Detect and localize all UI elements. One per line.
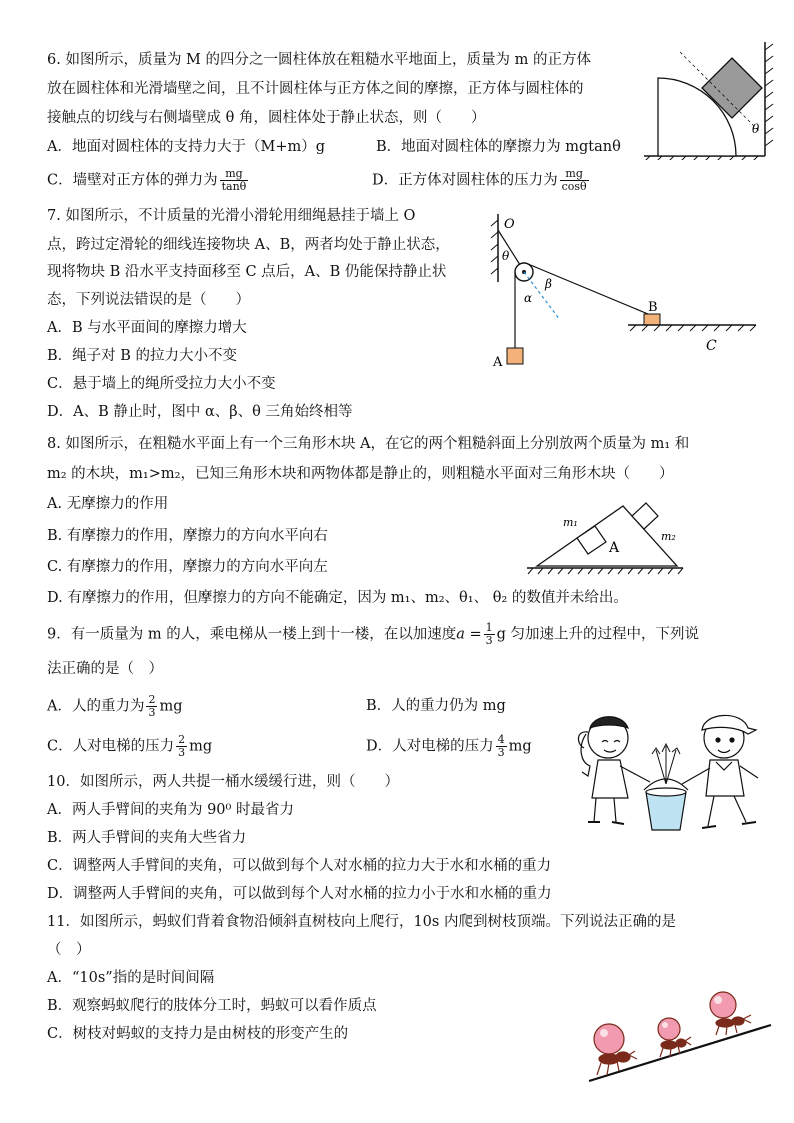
q6-option-d-text: D．正方体对圆柱体的压力为 [372,172,558,189]
q8-option-b[interactable]: B. 有摩擦力的作用，摩擦力的方向水平向右 [47,528,328,544]
q9-acceleration-symbol: a = [456,626,482,643]
q9-option-d-text: D．人对电梯的压力 [366,738,494,755]
q9-stem-text: 9．有一质量为 m 的人，乘电梯从一楼上到十一楼，在以加速度 [47,626,457,643]
q7-label-alpha: α [524,291,533,305]
q11-stem-line2: （ ） [47,942,91,958]
q8-option-c[interactable]: C. 有摩擦力的作用，摩擦力的方向水平向左 [47,559,328,575]
q9-stem-line2: 法正确的是（ ） [47,661,163,677]
q10-stem: 10．如图所示，两人共提一桶水缓缓行进，则（ ） [47,774,399,790]
q8-label-m1: m₁ [563,516,578,529]
q9-option-d-fraction: $\frac{4}{3}$ [497,733,505,759]
q9-option-a-text: A．人的重力为 [47,698,145,715]
q7-option-a[interactable]: A．B 与水平面间的摩擦力增大 [47,320,247,336]
q6-stem-line3: 接触点的切线与右侧墙壁成 θ 角，圆柱体处于静止状态，则（ ） [47,110,486,126]
q11-option-c[interactable]: C．树枝对蚂蚁的支持力是由树枝的形变产生的 [47,1026,349,1042]
q9-option-c-fraction: $\frac{2}{3}$ [178,733,186,759]
q8-option-a[interactable]: A. 无摩擦力的作用 [47,496,169,512]
q6-figure [640,40,780,160]
q8-option-d[interactable]: D. 有摩擦力的作用，但摩擦力的方向不能确定，因为 m₁、m₂、θ₁、 θ₂ 的数值并未给出。 [47,590,628,606]
q10-option-d[interactable]: D．调整两人手臂间的夹角，可以做到每个人对水桶的拉力小于水和水桶的重力 [47,886,552,902]
q10-option-b[interactable]: B．两人手臂间的夹角大些省力 [47,830,247,846]
q6-option-a[interactable]: A．地面对圆柱体的支持力大于（M+m）g [47,139,325,155]
q7-label-beta: β [545,277,552,291]
q11-option-a[interactable]: A．“10s”指的是时间间隔 [47,970,215,986]
q9-option-c[interactable] [47,734,212,759]
q7-label-a: A [493,355,503,370]
q6-stem-line1: 6. 如图所示，质量为 M 的四分之一圆柱体放在粗糙水平地面上，质量为 m 的正方体 [47,52,591,68]
q6-figure-theta: θ [752,122,760,136]
q9-option-c-unit: mg [189,738,213,755]
q8-figure [525,490,690,582]
q8-stem-line1: 8. 如图所示，在粗糙水平面上有一个三角形木块 A，在它的两个粗糙斜面上分别放两个质量为 m₁ 和 [47,436,690,452]
q6-option-c-text: C．墙壁对正方体的弹力为 [47,172,218,189]
q6-option-d-fraction: $\frac{mg}{\cos\theta}$ [561,167,587,193]
q9-option-d[interactable] [366,734,532,759]
q10-option-c[interactable]: C．调整两人手臂间的夹角，可以做到每个人对水桶的拉力大于水和水桶的重力 [47,858,552,874]
q11-stem-line1: 11．如图所示，蚂蚁们背着食物沿倾斜直树枝向上爬行，10s 内爬到树枝顶端。下列说法正确的是 [47,914,676,930]
q8-label-m2: m₂ [661,530,676,543]
q7-option-d[interactable]: D．A、B 静止时，图中 α、β、θ 三角始终相等 [47,404,353,420]
q6-option-c-fraction: $\frac{mg}{\tan\theta}$ [221,167,247,193]
q9-option-a-fraction: $\frac{2}{3}$ [148,693,156,719]
q11-figure-ants [585,985,775,1085]
q9-stem-line1 [47,622,699,647]
q7-label-theta: θ [502,249,510,263]
q9-stem-text-tail: g 匀加速上升的过程中，下列说 [496,626,699,643]
q9-option-a-unit: mg [159,698,183,715]
q6-stem-line2: 放在圆柱体和光滑墙壁之间，且不计圆柱体与正方体之间的摩擦，正方体与圆柱体的 [47,81,584,97]
q10-option-a[interactable]: A．两人手臂间的夹角为 90⁰ 时最省力 [47,802,294,818]
q7-stem-line2: 点，跨过定滑轮的细线连接物块 A、B，两者均处于静止状态， [47,237,450,253]
q9-option-d-unit: mg [508,738,532,755]
q10-figure-children-bucket [574,706,766,838]
q9-option-c-text: C．人对电梯的压力 [47,738,175,755]
q7-option-b[interactable]: B．绳子对 B 的拉力大小不变 [47,348,238,364]
q7-stem-line4: 态，下列说法错误的是（ ） [47,292,250,308]
q7-label-b: B [648,300,658,315]
q9-acceleration-fraction: $\frac{1}{3}$ [485,621,493,647]
q7-stem-line3: 现将物块 B 沿水平支持面移至 C 点后，A、B 仍能保持静止状 [47,264,447,280]
q7-figure [488,210,763,375]
q6-option-c[interactable] [47,168,250,193]
q7-option-c[interactable]: C．悬于墙上的绳所受拉力大小不变 [47,376,276,392]
q7-stem-line1: 7. 如图所示，不计质量的光滑小滑轮用细绳悬挂于墙上 O [47,208,416,224]
ant-3 [710,992,751,1035]
q8-stem-line2: m₂ 的木块，m₁>m₂，已知三角形木块和两物体都是静止的，则粗糙水平面对三角形木块（ ） [47,466,674,482]
q6-option-b[interactable]: B．地面对圆柱体的摩擦力为 mgtanθ [376,139,621,155]
q6-option-d[interactable] [372,168,591,193]
q7-label-o: O [504,217,515,232]
q11-option-b[interactable]: B．观察蚂蚁爬行的肢体分工时，蚂蚁可以看作质点 [47,998,377,1014]
q7-label-c: C [706,338,717,354]
q9-option-b[interactable]: B．人的重力仍为 mg [366,698,506,714]
q8-label-a: A [609,540,620,556]
q9-option-a[interactable] [47,694,183,719]
